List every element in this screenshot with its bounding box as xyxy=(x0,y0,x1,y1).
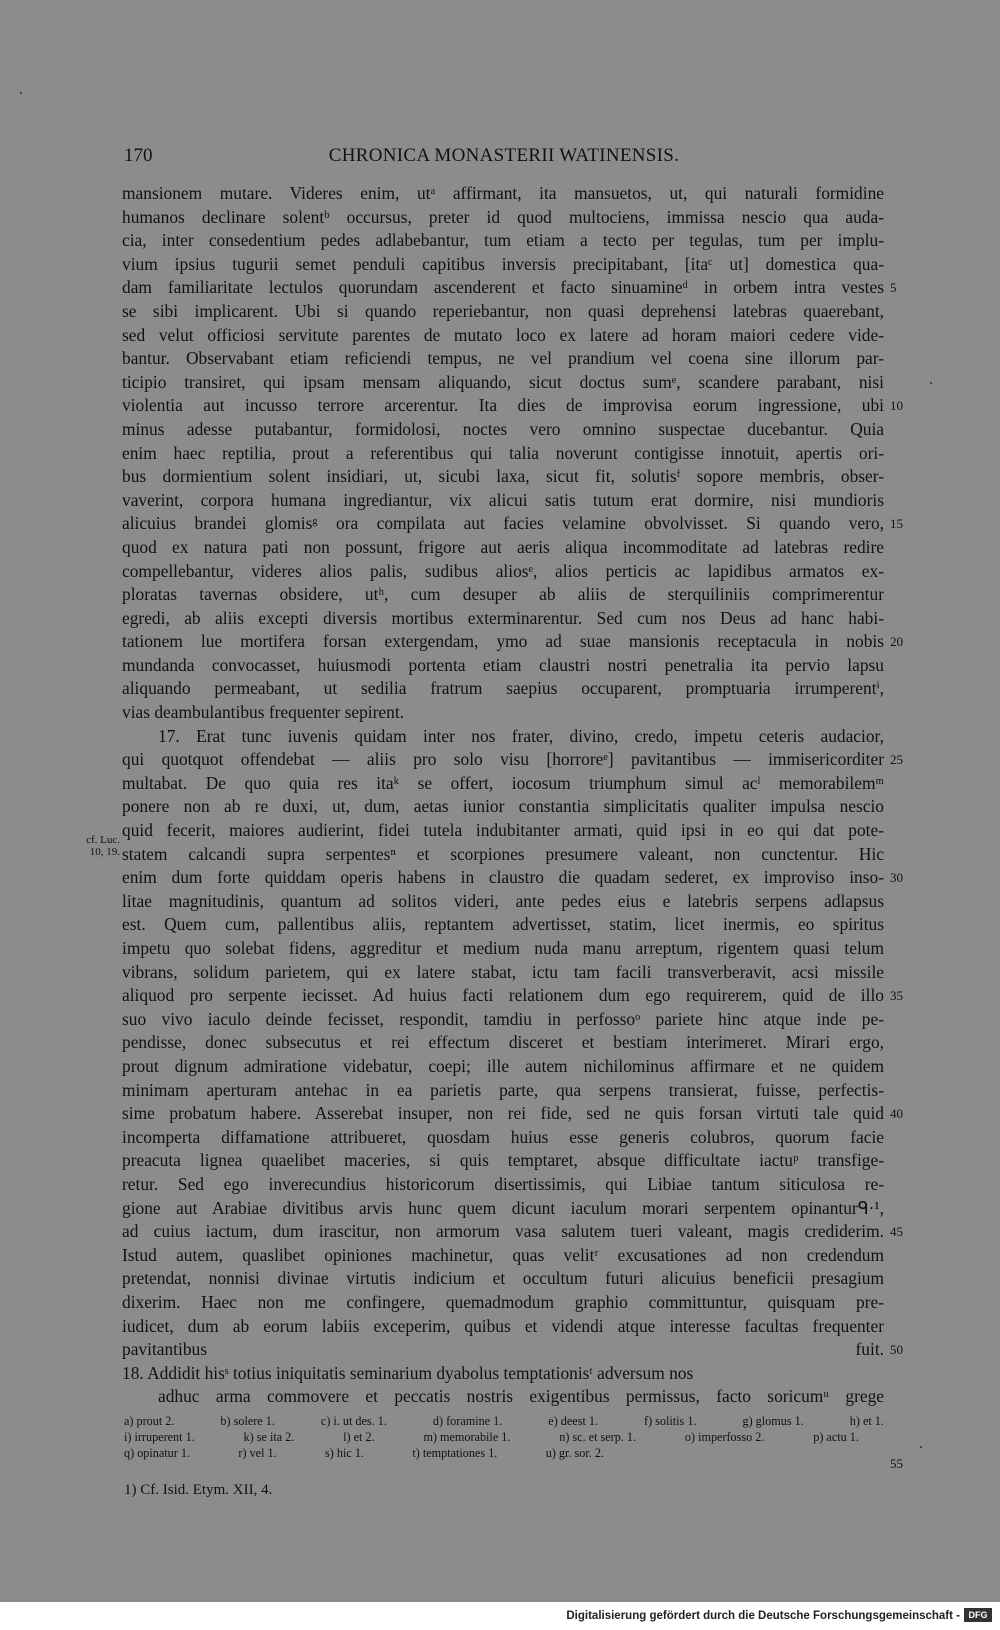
line-number: 35 xyxy=(890,988,903,1004)
line-number: 15 xyxy=(890,516,903,532)
footnote: q) opinatur 1. xyxy=(124,1446,191,1460)
footnote: r) vel 1. xyxy=(238,1446,277,1460)
text-line: egredi, ab aliis excepti diversis mortibus exterminarentur. Sed cum nos Deus ad hanc habi- xyxy=(122,607,884,628)
text-line: pavitantibus fuit. xyxy=(122,1339,884,1360)
text-line: ad cuius iactum, dum irascitur, non armorum vasa salutem tueri valeant, magis crediderim. xyxy=(122,1221,884,1242)
dfg-logo: DFG xyxy=(964,1608,992,1622)
text-line: violentia aut incusso terrore arcerentur. Ita dies de improvisa eorum ingressione, ubi xyxy=(122,395,884,416)
text-line: aliquando permeabant, ut sedilia fratrum saepius occuparent, promptuaria irrumperentⁱ, xyxy=(122,678,884,699)
footnote: a) prout 2. xyxy=(124,1414,175,1428)
text-line: ticipio transiret, qui ipsam mensam aliquando, sicut doctus sumᵉ, scandere parabant, nisi xyxy=(122,371,884,392)
text-line: dam familiaritate lectulos quorundam ascenderent et facto sinuamineᵈ in orbem intra vestes xyxy=(122,277,884,298)
text-line: pretendat, nonnisi divinae virtutis indicium et occultum futuri alicuius beneficii presagium xyxy=(122,1268,884,1289)
footnotes xyxy=(124,1413,884,1461)
text-line: incomperta diffamatione attribueret, quosdam huius esse generis colubros, quorum facie xyxy=(122,1126,884,1147)
text-line: adhuc arma commovere et peccatis nostris exigentibus permissus, facto soricumᵘ grege xyxy=(158,1386,884,1407)
text-line: bantur. Observabant etiam reficiendi tempus, ne vel prandium vel coena sine illorum par- xyxy=(122,348,884,369)
text-line: humanos declinare solentᵇ occursus, preter id quod multociens, immissa nescio qua auda- xyxy=(122,206,884,227)
text-line: tationem lue mortifera forsan extergendam, ymo ad suae mansionis receptacula in nobis xyxy=(122,631,884,652)
footnote: d) foramine 1. xyxy=(432,1414,503,1428)
text-line: 17. Erat tunc iuvenis quidam inter nos frater, divino, credo, impetu ceteris audacior, xyxy=(158,725,884,746)
line-number: 30 xyxy=(890,870,903,886)
line-number: 55 xyxy=(890,1456,903,1471)
text-line: mansionem mutare. Videres enim, utᵃ affirmant, ita mansuetos, ut, qui naturali formidine xyxy=(122,183,884,203)
text-line: enim dum forte quiddam operis habens in claustro die quadam sederet, ex improviso inso- xyxy=(122,867,884,888)
footnote: t) temptationes 1. xyxy=(412,1446,498,1460)
text-line: 18. Addidit hisˢ totius iniquitatis seminarium dyabolus temptationisᵗ adversum nos xyxy=(122,1362,694,1383)
text-line: aliquod pro serpente iecisset. Ad huius facti relationem dum ego requirerem, quid de illo xyxy=(122,985,884,1006)
footnote: i) irruperent 1. xyxy=(124,1430,195,1444)
text-line: bus dormientium solent insidiari, ut, sicubi laxa, sicut fit, solutisᶠ sopore membris, obser- xyxy=(122,466,884,487)
scan-speck xyxy=(20,92,22,94)
footnote-row xyxy=(124,1413,884,1429)
text-line: vium ipsius tugurii semet penduli capitibus inversis precipitabant, [itaᶜ ut] domestica qua- xyxy=(122,253,884,274)
text-line: se sibi implicarent. Ubi si quando reperiebantur, non quasi deprehensi latebras quaerebant, xyxy=(122,300,884,321)
text-line: sed velut officiosi servitute parentes de mutato loco ex latere ad horam maiori cedere vide- xyxy=(122,324,884,345)
running-title: CHRONICA MONASTERII WATINENSIS. xyxy=(328,145,680,166)
text-line: pendisse, donec subsecutus et rei effectum disceret et bestiam interimeret. Mirari ergo, xyxy=(122,1032,884,1053)
text-line: gione aut Arabiae divitibus arvis hunc quem dicunt iaculum morari serpentem opinanturᑫ·¹, xyxy=(122,1197,884,1218)
footnote: k) se ita 2. xyxy=(243,1430,295,1444)
text-line: Istud autem, quaslibet opiniones machinetur, quas velitʳ excusationes ad non credendum xyxy=(122,1244,884,1265)
line-number: 5 xyxy=(890,280,897,296)
footnote: g) glomus 1. xyxy=(742,1414,804,1428)
text-line: vaverint, corpora humana ingrediantur, vix alicui satis tutum erat dormire, nisi mundioris xyxy=(122,489,884,510)
line-number: 50 xyxy=(890,1342,903,1358)
page-header xyxy=(124,145,884,171)
footnote: s) hic 1. xyxy=(325,1446,364,1460)
text-line: quod ex natura pati non possunt, frigore aut aeris aliqua incommoditate ad latebras redire xyxy=(122,536,884,557)
line-number: 10 xyxy=(890,398,903,414)
footnote: f) solitis 1. xyxy=(644,1414,697,1428)
text-line: cia, inter consedentium pedes adlabebantur, tum etiam a tecto per tegulas, tum per implu- xyxy=(122,230,884,251)
text-line: suo vivo iaculo deinde fecisset, respondit, tamdiu in perfossoᵒ pariete hinc atque inde pe- xyxy=(122,1008,884,1029)
text-line: litae magnitudinis, quantum ad solitos videri, ante pedes eius e latebris serpens adlapsus xyxy=(122,890,884,911)
text-line: statem calcandi supra serpentesⁿ et scorpiones presumere valeant, non cunctentur. Hic xyxy=(122,843,884,864)
line-number: 40 xyxy=(890,1106,903,1122)
text-line: iudicet, dum ab eorum labiis exceperim, quibus et videndi atque interesse facultas frequenter xyxy=(122,1315,884,1336)
text-line: dixerim. Haec non me confingere, quemadmodum graphio committuntur, quisquam pre- xyxy=(122,1291,884,1312)
text-line: preacuta lignea quaelibet maceries, si quis temptaret, absque difficultate iactuᵖ transfige- xyxy=(122,1150,884,1171)
text-line: impetu quo solebat fidens, aggreditur et medium nuda manu arreptum, rigentem quasi telum xyxy=(122,938,884,958)
footnote: c) i. ut des. 1. xyxy=(320,1414,387,1428)
text-line: enim haec reptilia, prout a referentibus qui talia noverunt contigisse innotuit, apertis ori- xyxy=(122,442,884,463)
text-line: vias deambulantibus frequenter sepirent. xyxy=(122,702,405,723)
footnote: b) solere 1. xyxy=(220,1414,275,1428)
margin-reference: cf. Luc. 10, 19. xyxy=(86,834,120,858)
text-line: prout dignum admiratione videbatur, coepi; ille autem nichilominus affirmare et ne quidem xyxy=(122,1055,884,1076)
footnote: o) imperfosso 2. xyxy=(684,1430,765,1444)
text-line: quid fecerit, maiores audierint, fidei tutela indubitanter armati, quid ipsi in eo qui dat pote- xyxy=(122,820,884,841)
footnote-row xyxy=(124,1445,604,1461)
text-line: compellebantur, videres alios palis, sudibus aliosᵉ, alios perticis ac lapidibus armatos ex- xyxy=(122,560,884,581)
scan-speck xyxy=(920,1446,922,1448)
footnote: u) gr. sor. 2. xyxy=(545,1446,604,1460)
footnote: l) et 2. xyxy=(343,1430,375,1444)
footnote: e) deest 1. xyxy=(548,1414,599,1428)
text-line: ponere non ab re duxi, ut, dum, aetas iunior constantia simplicitatis qualiter impulsa nescio xyxy=(122,796,884,817)
text-line: minus adesse putabantur, formidolosi, noctes vero omnino suspectae ducebantur. Quia xyxy=(122,418,884,439)
footer-text: Digitalisierung gefördert durch die Deutsche Forschungsgemeinschaft - xyxy=(566,1610,960,1622)
text-line: qui quotquot offendebat — aliis pro solo visu [horroreᵉ] pavitantibus — immisericorditer xyxy=(122,749,884,770)
endnote: 1) Cf. Isid. Etym. XII, 4. xyxy=(124,1482,273,1498)
text-line: sime probatum habere. Asserebat insuper, non rei fide, sed ne quis forsan virtuti tale quid xyxy=(122,1103,884,1124)
line-number: 45 xyxy=(890,1224,903,1240)
line-number: 20 xyxy=(890,634,903,650)
digitization-footer xyxy=(0,1602,1000,1630)
text-line: mundanda convocasset, huiusmodi portenta etiam claustri nostri penetralia ita pervio lapsu xyxy=(122,654,884,675)
text-line: minimam aperturam antehac in ea parietis parte, qua serpens transierat, fuisse, perfectis- xyxy=(122,1079,884,1100)
text-line: alicuius brandei glomisᵍ ora compilata aut facies velamine obvolvisset. Si quando vero, xyxy=(122,513,884,534)
footnote: m) memorabile 1. xyxy=(423,1430,511,1444)
footnote: p) actu 1. xyxy=(813,1430,859,1444)
text-line: est. Quem cum, pallentibus aliis, reptantem advertisset, statim, licet inermis, eo spiritus xyxy=(122,914,884,935)
text-line: multabat. De quo quia res itaᵏ se offert, iocosum triumphum simul acˡ memorabilemᵐ xyxy=(122,772,884,793)
page-number: 170 xyxy=(124,145,153,166)
scan-speck xyxy=(930,382,932,384)
text-line: vibrans, solidum parietem, qui ex latere stabat, ictu tam facili transverberavit, acsi missile xyxy=(122,961,884,982)
text-line: ploratas tavernas obsidere, utʰ, cum desuper ab aliis de sterquiliniis comprimerentur xyxy=(122,584,884,605)
text-line: retur. Sed ego inverecundius historicorum disertissimis, qui Libiae tantum siticulosa re- xyxy=(122,1173,884,1194)
footnote: n) sc. et serp. 1. xyxy=(559,1430,637,1444)
footnote-row xyxy=(124,1429,859,1445)
main-text xyxy=(122,182,903,1409)
line-number: 25 xyxy=(890,752,903,768)
footnote: h) et 1. xyxy=(849,1414,884,1428)
